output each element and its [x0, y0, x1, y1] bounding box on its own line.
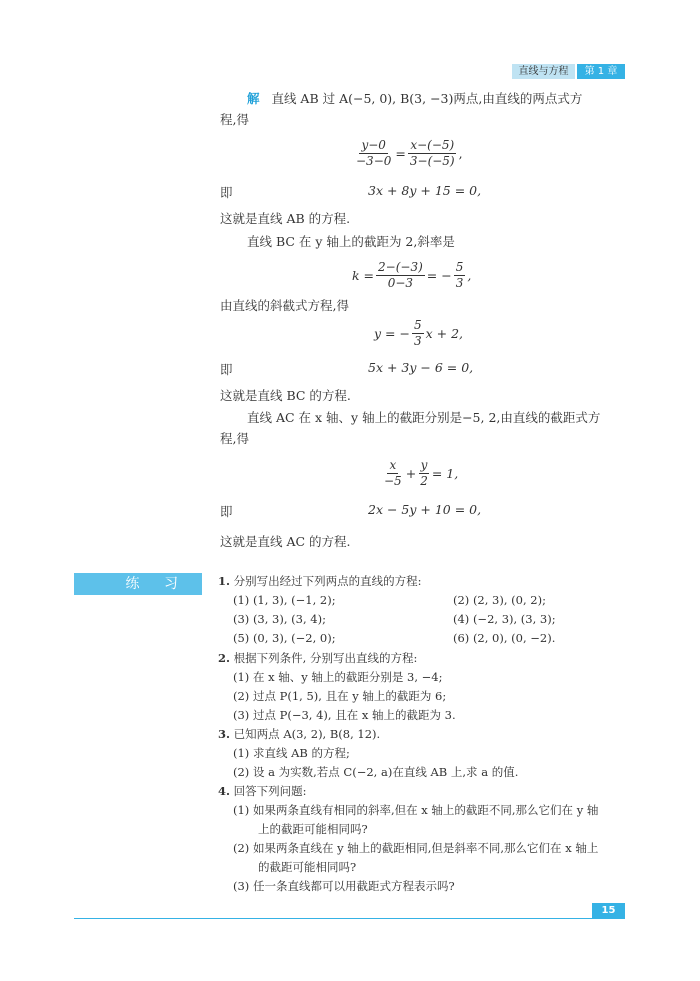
exercise-item: (1) (1, 3), (−1, 2);	[233, 593, 336, 607]
fraction-numerator: y	[420, 458, 428, 472]
equation-slope-intercept	[374, 318, 463, 349]
equals-sign: =	[395, 146, 406, 161]
lhs: y = −	[374, 326, 410, 341]
paragraph-ac-2: 程,得	[220, 431, 249, 446]
fraction-numerator: x−(−5)	[410, 138, 455, 152]
equation-intercept	[380, 458, 458, 489]
solution-line-2: 程,得	[220, 112, 249, 127]
exercise-item: (3) 过点 P(−3, 4), 且在 x 轴上的截距为 3.	[233, 708, 456, 722]
footer-divider	[74, 918, 625, 919]
exercise-item: (3) 任一条直线都可以用截距式方程表示吗?	[233, 879, 455, 893]
fraction-denominator: −3−0	[356, 154, 392, 168]
fraction-numerator: 5	[413, 318, 422, 332]
fraction-denominator: 3	[455, 276, 464, 290]
practice-banner	[74, 573, 202, 595]
exercise-item: (2) 如果两条直线在 y 轴上的截距相同,但是斜率不同,那么它们在 x 轴上	[233, 841, 599, 855]
paragraph-ab: 这就是直线 AB 的方程.	[220, 211, 351, 226]
equation-two-point	[352, 138, 463, 169]
fraction-denominator: 3	[413, 334, 422, 348]
fraction-denominator: 2	[420, 474, 428, 488]
exercise-text: 回答下列问题:	[233, 784, 307, 798]
exercise-number: 2.	[218, 651, 231, 665]
paragraph-slope-intercept: 由直线的斜截式方程,得	[220, 298, 349, 313]
equation-ab: 3x + 8y + 15 = 0,	[368, 183, 482, 198]
exercise-2	[218, 650, 417, 666]
paragraph-bc-result: 这就是直线 BC 的方程.	[220, 388, 351, 403]
section-title: 直线与方程	[512, 64, 575, 79]
paragraph-ac-result: 这就是直线 AC 的方程.	[220, 534, 351, 549]
equals-sign: = −	[426, 268, 452, 283]
exercise-item: (1) 求直线 AB 的方程;	[233, 746, 350, 760]
exercise-text: 根据下列条件, 分别写出直线的方程:	[233, 651, 418, 665]
equation-ac: 2x − 5y + 10 = 0,	[368, 502, 482, 517]
chapter-badge: 第 1 章	[577, 64, 625, 79]
punctuation: ,	[458, 146, 463, 161]
exercise-item: (5) (0, 3), (−2, 0);	[233, 631, 336, 645]
exercise-item-cont: 的截距可能相同吗?	[258, 860, 357, 874]
plus-sign: +	[405, 466, 417, 481]
solution-label: 解	[247, 91, 260, 106]
ji-label: 即	[220, 362, 233, 377]
paragraph-bc: 直线 BC 在 y 轴上的截距为 2,斜率是	[247, 234, 455, 249]
fraction-denominator: −5	[384, 474, 402, 488]
punctuation: ,	[467, 268, 472, 283]
rhs: = 1,	[431, 466, 459, 481]
exercise-text: 分别写出经过下列两点的直线的方程:	[233, 574, 422, 588]
ji-label: 即	[220, 185, 233, 200]
exercise-4	[218, 783, 307, 799]
fraction-denominator: 3−(−5)	[409, 154, 455, 168]
exercise-number: 4.	[218, 784, 231, 798]
ji-label: 即	[220, 504, 233, 519]
exercise-item: (6) (2, 0), (0, −2).	[453, 631, 556, 645]
exercise-text: 已知两点 A(3, 2), B(8, 12).	[233, 727, 381, 741]
exercise-item: (2) 过点 P(1, 5), 且在 y 轴上的截距为 6;	[233, 689, 447, 703]
paragraph-ac: 直线 AC 在 x 轴、y 轴上的截距分别是−5, 2,由直线的截距式方	[247, 410, 601, 425]
fraction-numerator: 2−(−3)	[378, 260, 423, 274]
fraction-numerator: y−0	[361, 138, 386, 152]
solution-line-1	[247, 89, 582, 107]
exercise-3	[218, 726, 380, 742]
exercise-item-cont: 上的截距可能相同吗?	[258, 822, 368, 836]
page-number: 15	[592, 903, 625, 918]
rhs: x + 2,	[425, 326, 464, 341]
fraction-denominator: 0−3	[387, 276, 414, 290]
lhs: k =	[352, 268, 375, 283]
exercise-item: (3) (3, 3), (3, 4);	[233, 612, 326, 626]
exercise-number: 1.	[218, 574, 231, 588]
exercise-item: (2) 设 a 为实数,若点 C(−2, a)在直线 AB 上,求 a 的值.	[233, 765, 519, 779]
fraction-numerator: x	[389, 458, 397, 472]
fraction-numerator: 5	[455, 260, 464, 274]
exercise-item: (1) 在 x 轴、y 轴上的截距分别是 3, −4;	[233, 670, 443, 684]
practice-label: 练 习	[125, 576, 188, 592]
solution-text: 直线 AB 过 A(−5, 0), B(3, −3)两点,由直线的两点式方	[271, 91, 583, 106]
exercise-item: (2) (2, 3), (0, 2);	[453, 593, 546, 607]
exercise-1	[218, 573, 422, 589]
exercise-number: 3.	[218, 727, 231, 741]
exercise-item: (4) (−2, 3), (3, 3);	[453, 612, 556, 626]
equation-bc: 5x + 3y − 6 = 0,	[368, 360, 474, 375]
exercise-item: (1) 如果两条直线有相同的斜率,但在 x 轴上的截距不同,那么它们在 y 轴	[233, 803, 599, 817]
equation-slope	[352, 260, 471, 291]
